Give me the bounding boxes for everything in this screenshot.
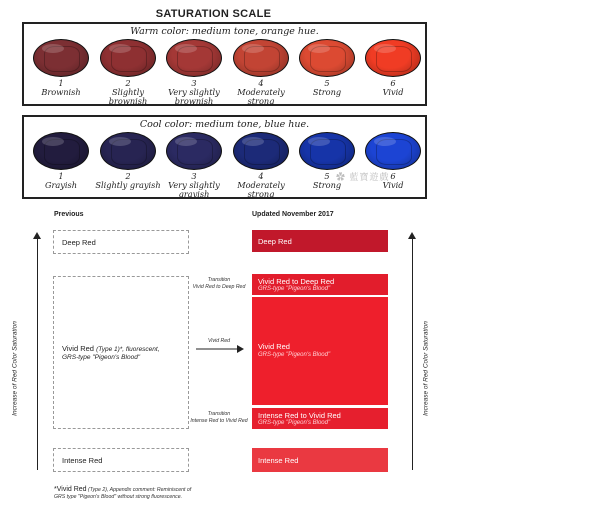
- footnote-lead: *Vivid Red: [54, 486, 87, 493]
- gem-number: 3: [191, 78, 197, 88]
- previous-intense-red-label: Intense Red: [62, 456, 103, 465]
- cool-scale-panel: [22, 115, 427, 199]
- gem-saturation-label: Slightly brownish: [108, 87, 148, 106]
- gem-saturation-label: Vivid: [382, 87, 404, 97]
- cool-gem-2: [100, 132, 156, 170]
- right-axis-arrowhead: [408, 232, 416, 239]
- cool-gem-label-4: [228, 172, 294, 199]
- gem-highlight: [308, 44, 330, 53]
- gem-highlight: [109, 44, 131, 53]
- gem-number: 4: [258, 78, 264, 88]
- gem-number: 4: [258, 171, 264, 181]
- gem-highlight: [374, 137, 396, 146]
- gem-saturation-label: Very slightly grayish: [168, 180, 220, 199]
- gem-highlight: [308, 137, 330, 146]
- watermark-text: ✿ 藍寶遊戲: [336, 172, 390, 182]
- gem-number: 1: [58, 78, 64, 88]
- gem-saturation-label: Grayish: [44, 180, 78, 190]
- warm-gem-label-6: [360, 79, 426, 97]
- updated-intense-red-box: [252, 448, 388, 472]
- warm-gem-4: [233, 39, 289, 77]
- cool-gem-1: [33, 132, 89, 170]
- right-axis-line: [412, 238, 413, 470]
- gem-number: 1: [58, 171, 64, 181]
- warm-gem-5: [299, 39, 355, 77]
- gem-saturation-label: Strong: [312, 180, 342, 190]
- warm-gem-label-5: [294, 79, 360, 97]
- gem-highlight: [175, 137, 197, 146]
- previous-deep-red-label: Deep Red: [62, 238, 96, 247]
- previous-vivid-red-note: (Type 1)*, fluorescent,: [96, 346, 160, 353]
- page-title: SATURATION SCALE: [155, 8, 272, 20]
- updated-vivid-red-sub: GRS-type "Pigeon's Blood": [258, 352, 331, 358]
- warm-gem-6: [365, 39, 421, 77]
- gem-saturation-label: Moderately strong: [237, 180, 285, 199]
- warm-gem-3: [166, 39, 222, 77]
- gem-highlight: [42, 137, 64, 146]
- warm-gem-label-4: [228, 79, 294, 106]
- gem-number: 5: [324, 78, 330, 88]
- gem-saturation-label: Moderately strong: [237, 87, 285, 106]
- gem-highlight: [175, 44, 197, 53]
- vivid-red-arrow: [196, 344, 244, 354]
- left-axis-label: Increase of Red Color Saturation: [11, 321, 19, 416]
- previous-vivid-red-name: Vivid Red: [62, 344, 94, 353]
- left-axis-arrowhead: [33, 232, 41, 239]
- transition-top-title: Transition: [207, 277, 231, 283]
- left-axis-line: [37, 238, 38, 470]
- gem-number: 3: [191, 171, 197, 181]
- gem-number: 2: [125, 78, 131, 88]
- cool-gem-4: [233, 132, 289, 170]
- previous-intense-red-box: [53, 448, 189, 472]
- cool-gem-6: [365, 132, 421, 170]
- updated-intense-to-vivid-sub: GRS-type "Pigeon's Blood": [258, 420, 331, 426]
- gem-saturation-label: Vivid: [382, 180, 404, 190]
- cool-gem-3: [166, 132, 222, 170]
- warm-gem-label-1: [28, 79, 94, 97]
- updated-intense-red-label: Intense Red: [258, 456, 299, 465]
- updated-vivid-to-deep-box: [252, 274, 388, 295]
- previous-header: Previous: [54, 211, 84, 218]
- previous-vivid-red-box: [53, 276, 189, 429]
- transition-top-sub: Vivid Red to Deep Red: [192, 283, 246, 290]
- updated-vivid-red-box: [252, 297, 388, 405]
- gem-highlight: [242, 44, 264, 53]
- footnote-text1: (Type 2), Appendix comment: Reminiscent of: [88, 487, 192, 493]
- updated-vivid-red-label: Vivid Red: [258, 342, 290, 351]
- right-axis-label: Increase of Red Color Saturation: [422, 321, 430, 416]
- transition-bottom-note: [183, 411, 255, 424]
- gem-saturation-label: Slightly grayish: [95, 180, 161, 190]
- transition-bottom-title: Transition: [207, 411, 231, 417]
- updated-deep-red-box: [252, 230, 388, 252]
- warm-gem-label-2: [95, 79, 161, 106]
- gem-number: 5: [324, 171, 330, 181]
- footnote-text2: GRS type "Pigeon's Blood" without strong fluorescence.: [54, 493, 183, 500]
- gem-number: 2: [125, 171, 131, 181]
- previous-vivid-red-text: [62, 344, 160, 353]
- gem-number: 6: [390, 171, 396, 181]
- updated-intense-to-vivid-box: [252, 408, 388, 429]
- warm-scale-panel: [22, 22, 427, 106]
- warm-gem-1: [33, 39, 89, 77]
- warm-panel-subtitle: Warm color: medium tone, orange hue.: [130, 26, 319, 37]
- gem-saturation-label: Brownish: [41, 87, 81, 97]
- cool-gem-5: [299, 132, 355, 170]
- transition-top-note: [183, 277, 255, 290]
- updated-deep-red-label: Deep Red: [258, 237, 292, 246]
- updated-header: Updated November 2017: [252, 211, 334, 218]
- gem-saturation-label: Strong: [312, 87, 342, 97]
- cool-panel-subtitle: Cool color: medium tone, blue hue.: [139, 119, 310, 130]
- previous-vivid-red-line2: GRS-type "Pigeon's Blood": [62, 354, 141, 361]
- updated-vivid-to-deep-label: Vivid Red to Deep Red: [258, 277, 335, 286]
- transition-bottom-sub: Intense Red to Vivid Red: [190, 417, 248, 424]
- updated-intense-to-vivid-label: Intense Red to Vivid Red: [258, 411, 341, 420]
- gem-number: 6: [390, 78, 396, 88]
- warm-gem-label-3: [161, 79, 227, 106]
- cool-gem-label-3: [161, 172, 227, 199]
- updated-vivid-to-deep-sub: GRS-type "Pigeon's Blood": [258, 286, 331, 292]
- footnote: [54, 487, 191, 500]
- previous-deep-red-box: [53, 230, 189, 254]
- gem-highlight: [242, 137, 264, 146]
- gem-highlight: [109, 137, 131, 146]
- warm-gem-2: [100, 39, 156, 77]
- cool-gem-label-2: [95, 172, 161, 190]
- transition-middle-note: Vivid Red: [207, 338, 231, 344]
- gem-highlight: [42, 44, 64, 53]
- gem-highlight: [374, 44, 396, 53]
- cool-gem-label-1: [28, 172, 94, 190]
- gem-saturation-label: Very slightly brownish: [168, 87, 220, 106]
